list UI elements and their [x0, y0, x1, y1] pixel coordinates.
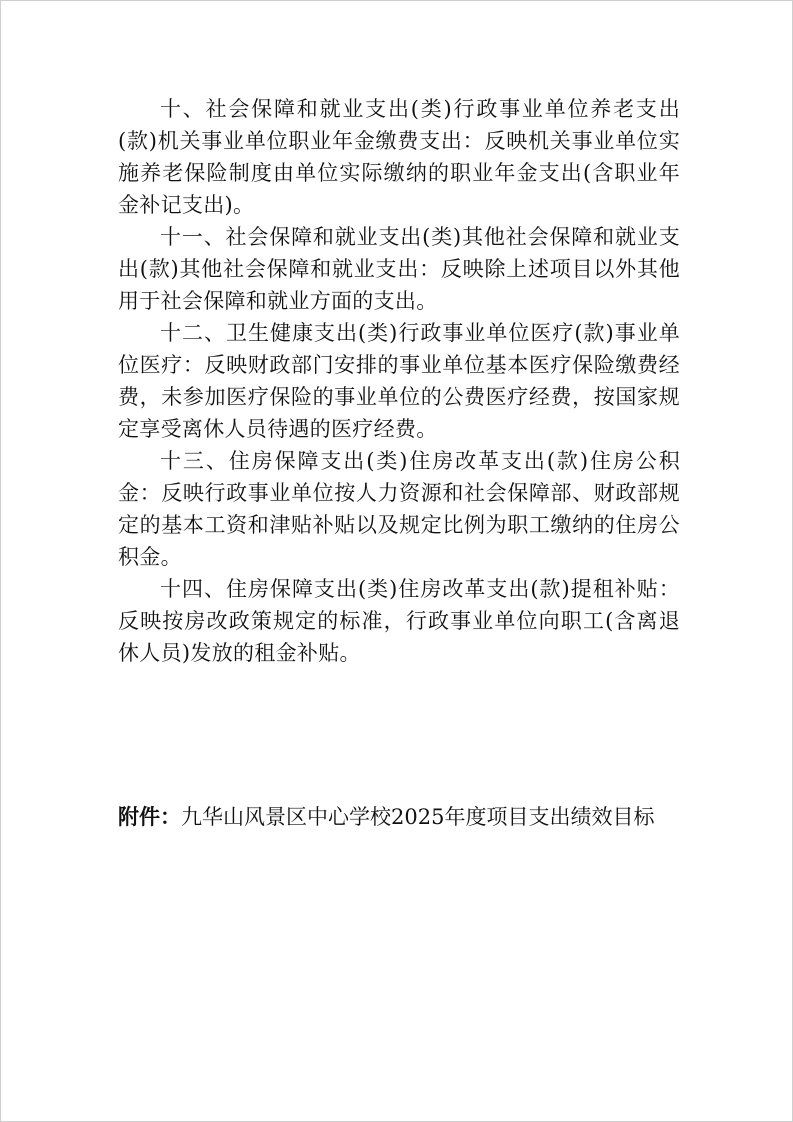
paragraph-item-10: 十、社会保障和就业支出(类)行政事业单位养老支出(款)机关事业单位职业年金缴费支出：反映机关事业单位实施养老保险制度由单位实际缴纳的职业年金支出(含职业年金补记支出)。 [118, 97, 680, 217]
attachment-title: 九华山风景区中心学校2025年度项目支出绩效目标 [181, 805, 655, 829]
attachment-label: 附件： [118, 805, 181, 829]
paragraph-item-13: 十三、住房保障支出(类)住房改革支出(款)住房公积金：反映行政事业单位按人力资源和社会保障部、财政部规定的基本工资和津贴补贴以及规定比例为职工缴纳的住房公积金。 [118, 449, 680, 569]
paragraph-item-11: 十一、社会保障和就业支出(类)其他社会保障和就业支出(款)其他社会保障和就业支出：反映除上述项目以外其他用于社会保障和就业方面的支出。 [118, 225, 680, 313]
attachment-line [118, 801, 718, 833]
document-body [118, 93, 680, 669]
paragraph-item-12: 十二、卫生健康支出(类)行政事业单位医疗(款)事业单位医疗：反映财政部门安排的事业单位基本医疗保险缴费经费，未参加医疗保险的事业单位的公费医疗经费，按国家规定享受离休人员待遇的医疗经费。 [118, 321, 680, 441]
paragraph-item-14: 十四、住房保障支出(类)住房改革支出(款)提租补贴：反映按房改政策规定的标准，行政事业单位向职工(含离退休人员)发放的租金补贴。 [118, 577, 680, 665]
